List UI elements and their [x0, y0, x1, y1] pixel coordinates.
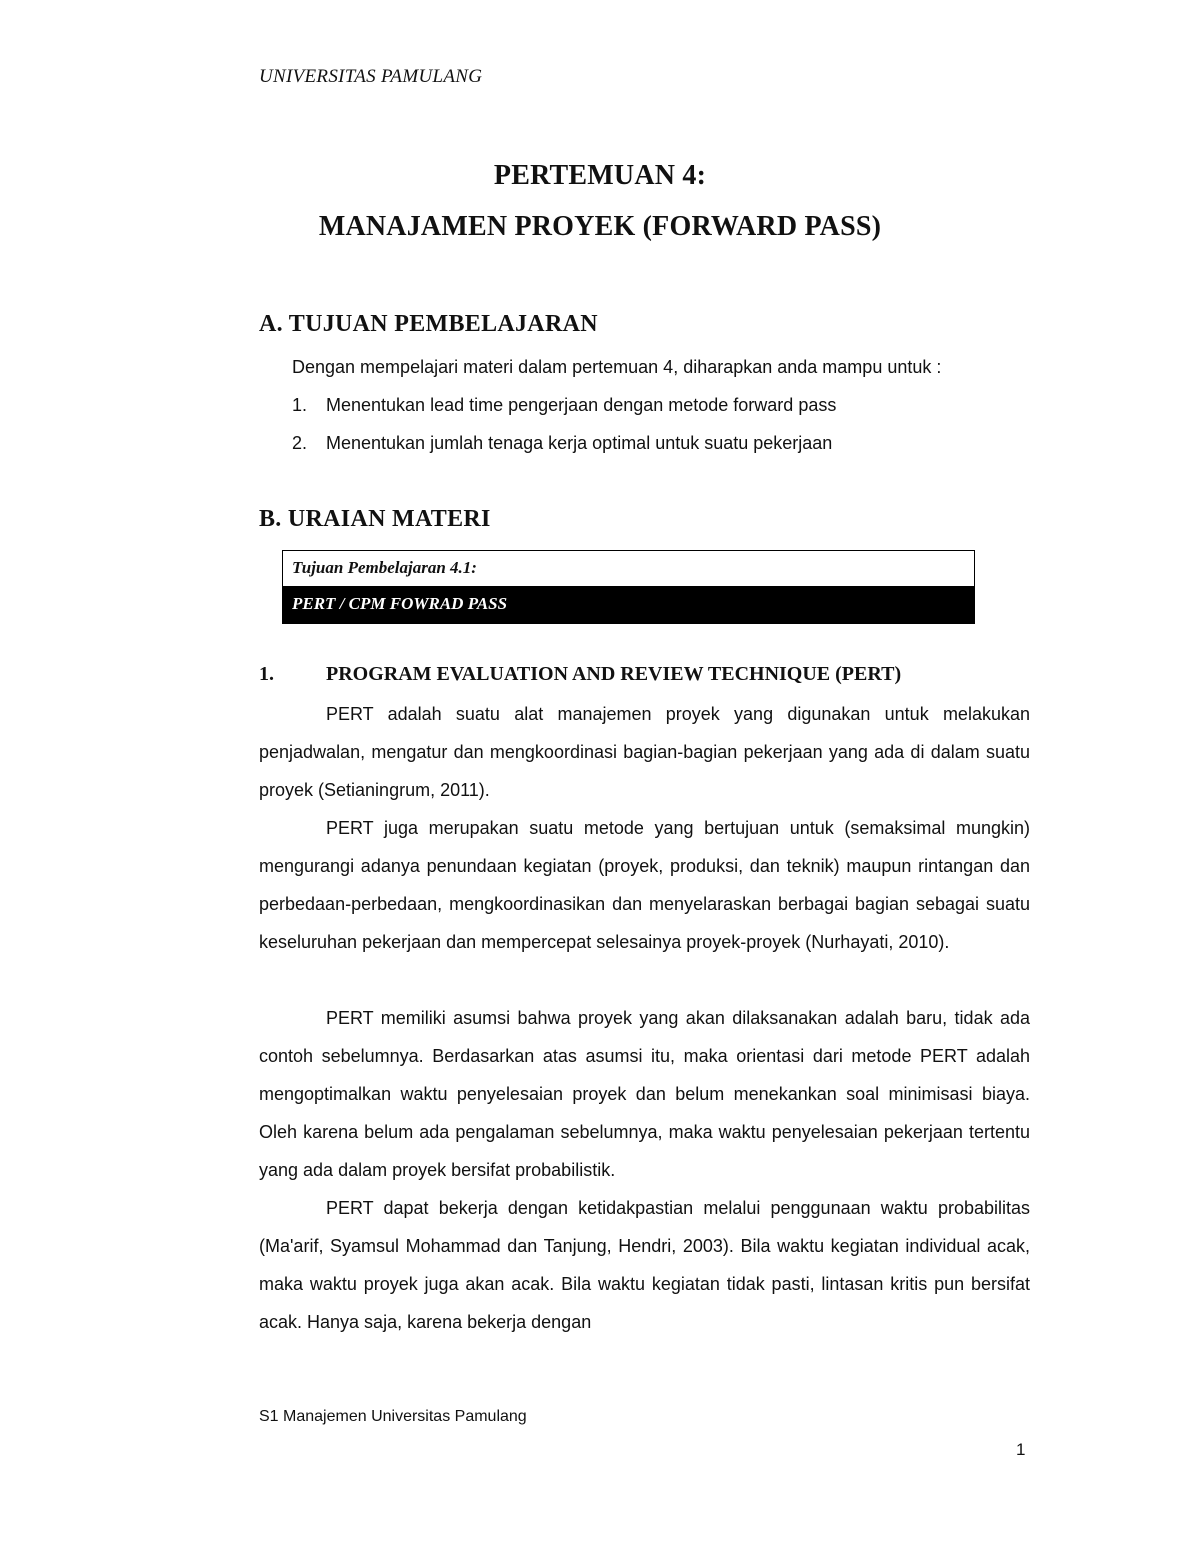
- body-paragraph: PERT dapat bekerja dengan ketidakpastian melalui penggunaan waktu probabilitas (Ma'arif, Syamsul Mohammad dan Tanjung, Hendri, 2003). Bila waktu kegiatan individual acak, maka waktu proyek juga akan acak. Bila waktu kegiatan tidak pasti, lintasan kritis pun bersifat acak. Hanya saja, karena bekerja dengan: [259, 1198, 1030, 1332]
- subsection-heading: [259, 663, 901, 686]
- objective-text: Menentukan jumlah tenaga kerja optimal untuk suatu pekerjaan: [326, 433, 833, 453]
- body-paragraph: PERT memiliki asumsi bahwa proyek yang akan dilaksanakan adalah baru, tidak ada contoh sebelumnya. Berdasarkan atas asumsi itu, maka orientasi dari metode PERT adalah mengoptimalkan waktu penyelesaian proyek dan belum menekankan soal minimisasi biaya. Oleh karena belum ada pengalaman sebelumnya, maka waktu penyelesaian pekerjaan tertentu yang ada dalam proyek bersifat probabilistik.: [259, 1008, 1030, 1180]
- learning-objective-box: [282, 550, 975, 624]
- objective-text: Menentukan lead time pengerjaan dengan metode forward pass: [326, 395, 837, 415]
- page-number: 1: [1016, 1440, 1026, 1459]
- body-paragraph: PERT juga merupakan suatu metode yang bertujuan untuk (semaksimal mungkin) mengurangi adanya penundaan kegiatan (proyek, produksi, dan teknik) maupun rintangan dan perbedaan-perbedaan, mengkoordinasikan dan menyelaraskan berbagai bagian sebagai suatu keseluruhan pekerjaan dan mempercepat selesainya proyek-proyek (Nurhayati, 2010).: [259, 818, 1030, 952]
- learning-objective-label: Tujuan Pembelajaran 4.1:: [292, 558, 477, 577]
- subsection-title: PROGRAM EVALUATION AND REVIEW TECHNIQUE (PERT): [326, 663, 902, 685]
- section-a-heading: A. TUJUAN PEMBELAJARAN: [259, 311, 598, 337]
- objective-number: 2.: [292, 433, 308, 453]
- page-title-line-2: MANAJAMEN PROYEK (FORWARD PASS): [318, 211, 882, 242]
- objective-item: [292, 395, 836, 416]
- section-a-intro: Dengan mempelajari materi dalam pertemuan 4, diharapkan anda mampu untuk :: [292, 357, 942, 377]
- objective-number: 1.: [292, 395, 308, 415]
- page-title-line-1: PERTEMUAN 4:: [493, 160, 707, 191]
- objective-item: [292, 433, 832, 454]
- section-b-heading: B. URAIAN MATERI: [259, 506, 491, 532]
- page-footer: S1 Manajemen Universitas Pamulang: [259, 1408, 527, 1425]
- body-paragraph: PERT adalah suatu alat manajemen proyek yang digunakan untuk melakukan penjadwalan, mengatur dan mengkoordinasi bagian-bagian pekerjaan yang ada di dalam suatu proyek (Setianingrum, 2011).: [259, 704, 1030, 800]
- subsection-number: 1.: [259, 663, 274, 685]
- running-header: UNIVERSITAS PAMULANG: [259, 66, 483, 87]
- learning-objective-topic: PERT / CPM FOWRAD PASS: [283, 586, 974, 623]
